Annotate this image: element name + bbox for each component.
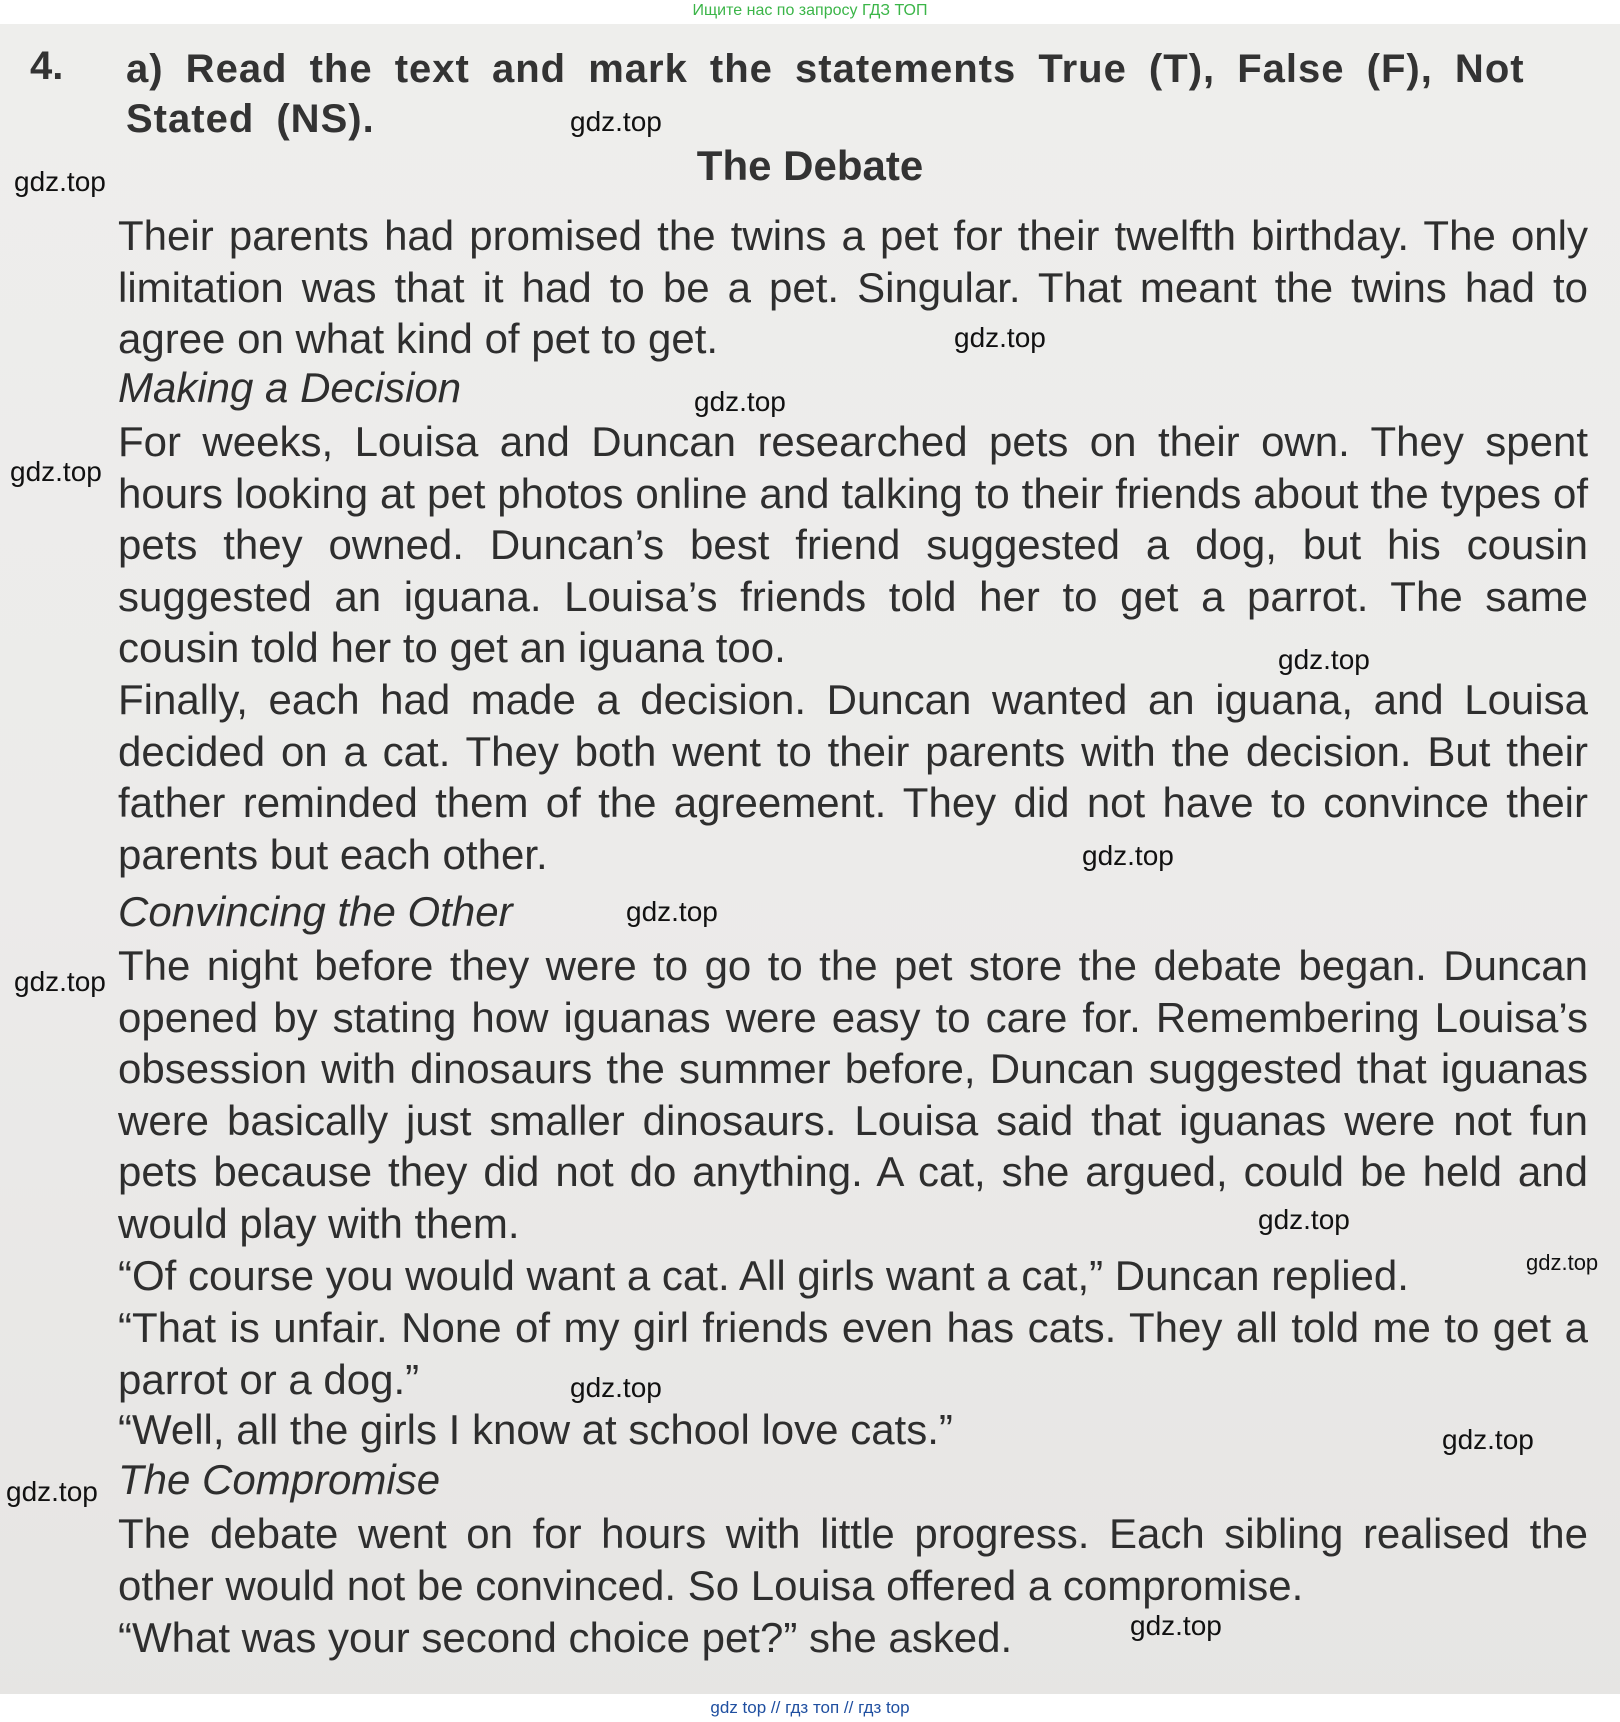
quote-louisa-unfair: “That is unfair. None of my girl friends even has cats. They all told me to get a parrot or a dog.” xyxy=(118,1304,1588,1403)
top-banner[interactable]: Ищите нас по запросу ГДЗ ТОП xyxy=(0,0,1620,24)
paragraph-debate: The night before they were to go to the pet store the debate began. Duncan opened by stating how iguanas were easy to care for. Remembering Louisa’s obsession with dinosaurs the summer before, Duncan suggested that iguanas were basically just smaller dinosaurs. Louisa said that iguanas were not fun pets because they did not do anything. A cat, she argued, could be held and would play with them. xyxy=(118,942,1588,1247)
quote-duncan-cat: “Of course you would want a cat. All girls want a cat,” Duncan replied. xyxy=(118,1252,1409,1299)
article-title: The Debate xyxy=(696,142,924,189)
watermark: gdz.top xyxy=(1526,1250,1599,1275)
paragraph-decision: Finally, each had made a decision. Duncan wanted an iguana, and Louisa decided on a cat. They both went to their parents with the decision. But their father reminded them of the agreement. They did not have to convince their parents but each other. xyxy=(118,676,1588,878)
watermark: gdz.top xyxy=(570,1372,662,1403)
watermark: gdz.top xyxy=(14,166,106,197)
quote-second-choice: “What was your second choice pet?” she asked. xyxy=(118,1614,1013,1661)
task-number: 4. xyxy=(30,44,64,88)
watermark: gdz.top xyxy=(1258,1204,1350,1235)
watermark: gdz.top xyxy=(1130,1610,1222,1641)
section-heading-convincing-the-other: Convincing the Other xyxy=(118,888,513,935)
watermark: gdz.top xyxy=(10,456,102,487)
quote-duncan-school: “Well, all the girls I know at school love cats.” xyxy=(118,1406,953,1453)
watermark: gdz.top xyxy=(1442,1424,1534,1455)
watermark: gdz.top xyxy=(6,1476,98,1507)
bottom-banner[interactable]: gdz top // гдз топ // гдз top xyxy=(0,1694,1620,1722)
watermark: gdz.top xyxy=(1278,644,1370,675)
section-heading-making-a-decision: Making a Decision xyxy=(118,364,462,411)
watermark: gdz.top xyxy=(570,106,662,137)
watermark: gdz.top xyxy=(14,966,106,997)
paragraph-compromise: The debate went on for hours with little progress. Each sibling realised the other would not be convinced. So Louisa offered a compromise. xyxy=(118,1510,1588,1609)
intro-paragraph: Their parents had promised the twins a pet for their twelfth birthday. The only limitation was that it had to be a pet. Singular. That meant the twins had to agree on what kind of pet to get. xyxy=(118,212,1588,362)
task-heading: a) Read the text and mark the statements True (T), False (F), Not Stated (NS). xyxy=(126,47,1525,141)
section-heading-the-compromise: The Compromise xyxy=(118,1456,441,1503)
watermark: gdz.top xyxy=(954,322,1046,353)
paragraph-research: For weeks, Louisa and Duncan researched pets on their own. They spent hours looking at pet photos online and talking to their friends about the types of pets they owned. Duncan’s best friend suggested a dog, but his cousin suggested an iguana. Louisa’s friends told her to get a parrot. The same cousin told her to get an iguana too. xyxy=(118,418,1588,671)
watermark: gdz.top xyxy=(1082,840,1174,871)
watermark: gdz.top xyxy=(694,386,786,417)
watermark: gdz.top xyxy=(626,896,718,927)
